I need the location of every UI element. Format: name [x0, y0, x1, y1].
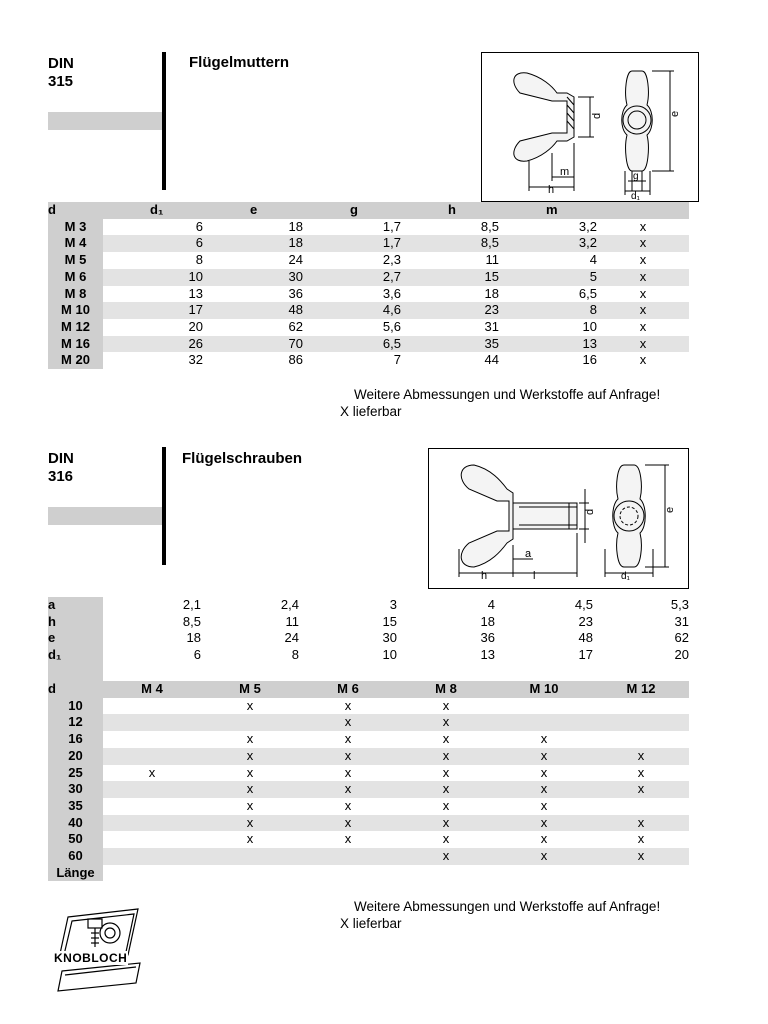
value-cell: 11	[485, 252, 499, 268]
din-number: 315	[48, 73, 74, 90]
availability-cell: x	[344, 731, 352, 747]
dim-d1-label: d₁	[631, 191, 640, 201]
availability-cell: x	[639, 285, 647, 301]
table-row	[48, 302, 689, 319]
length-cell: 30	[48, 781, 103, 798]
length-cell: 40	[48, 815, 103, 832]
availability-cell: x	[540, 731, 548, 747]
value-cell: 35	[401, 336, 499, 353]
header-cell: M 10	[495, 681, 593, 698]
value-cell: 5	[499, 269, 597, 286]
dimension-key: a	[48, 597, 103, 614]
footnote-availability	[340, 898, 660, 932]
wing-screw-drawing	[428, 448, 689, 589]
value-cell: 10	[382, 647, 397, 663]
availability-cell	[201, 714, 299, 731]
table-header	[48, 681, 689, 698]
value-cell: 86	[288, 352, 303, 368]
availability-cell: x	[639, 352, 647, 368]
page-title: Flügelmuttern	[189, 54, 289, 71]
value-cell: 20	[674, 647, 689, 663]
availability-cell: x	[201, 781, 299, 798]
dim-e-label: e	[669, 110, 681, 117]
dim-d1-label: d₁	[621, 571, 630, 582]
availability-cell: x	[442, 797, 450, 813]
wing-nut-table	[48, 202, 689, 369]
table-header	[48, 202, 689, 219]
availability-cell	[593, 698, 689, 715]
dimension-key: h	[48, 614, 103, 631]
dimension-row	[48, 630, 689, 647]
availability-cell: x	[246, 797, 254, 813]
table-row	[48, 714, 689, 731]
spacer-cell	[48, 664, 103, 681]
value-cell: 36	[480, 630, 495, 646]
value-cell: 26	[103, 336, 203, 353]
value-cell: 11	[285, 613, 299, 629]
section-title: Flügelschrauben	[182, 450, 303, 467]
value-cell: 13	[480, 647, 495, 663]
value-cell: 23	[578, 613, 593, 629]
availability-cell: x	[540, 764, 548, 780]
availability-cell	[103, 698, 201, 715]
value-cell: 10	[582, 318, 597, 334]
value-cell: 3,2	[578, 218, 597, 234]
logo-text: KNOBLOCH	[54, 951, 128, 965]
length-cell: 12	[48, 714, 103, 731]
value-cell: 6,5	[303, 336, 401, 353]
availability-cell: x	[593, 748, 689, 765]
dimension-key: d₁	[48, 647, 103, 664]
value-cell: 10	[103, 269, 203, 286]
availability-cell: x	[495, 748, 593, 765]
availability-cell: x	[397, 714, 495, 731]
availability-cell	[103, 815, 201, 832]
availability-cell	[103, 781, 201, 798]
value-cell: 36	[288, 285, 303, 301]
availability-cell: x	[344, 797, 352, 813]
availability-cell: x	[344, 831, 352, 847]
vertical-divider	[162, 447, 166, 565]
value-cell: 44	[484, 352, 499, 368]
length-label-row	[48, 865, 689, 882]
value-cell: 32	[188, 352, 203, 368]
availability-cell: x	[344, 764, 352, 780]
wing-nut-svg	[482, 53, 698, 201]
length-cell: 16	[48, 731, 103, 748]
availability-cell: x	[246, 731, 254, 747]
value-cell: 48	[203, 302, 303, 319]
grey-marker	[48, 112, 162, 130]
value-cell: 5,3	[670, 597, 689, 612]
availability-cell	[103, 748, 201, 765]
availability-cell: x	[495, 848, 593, 865]
table-row	[48, 765, 689, 782]
availability-cell: x	[246, 831, 254, 847]
header-cell: d₁	[103, 202, 203, 219]
header-cell: M 6	[299, 681, 397, 698]
table-row	[48, 352, 689, 369]
length-cell: 20	[48, 748, 103, 765]
length-label: Länge	[48, 865, 103, 882]
dim-d-label: d	[591, 112, 603, 119]
value-cell: 8	[499, 302, 597, 319]
table-row	[48, 319, 689, 336]
size-cell: M 10	[48, 302, 103, 319]
value-cell: 2,7	[303, 269, 401, 286]
availability-cell: x	[442, 764, 450, 780]
value-cell: 4,5	[574, 597, 593, 612]
value-cell: 8,5	[182, 613, 201, 629]
header-cell: h	[401, 202, 499, 219]
value-cell: 3	[389, 597, 397, 612]
spacer-cell	[103, 664, 689, 681]
value-cell: 24	[284, 630, 299, 646]
table-row	[48, 831, 689, 848]
availability-cell	[299, 848, 397, 865]
value-cell: 18	[288, 218, 303, 234]
grey-marker	[48, 507, 162, 525]
value-cell: 18	[186, 630, 201, 646]
header-cell: d	[48, 681, 103, 698]
value-cell: 4	[487, 597, 495, 612]
value-cell: 31	[674, 613, 689, 629]
header-cell: M 12	[593, 681, 689, 698]
table-row	[48, 698, 689, 715]
value-cell: 6,5	[578, 285, 597, 301]
value-cell: 3,6	[382, 285, 401, 301]
availability-cell: x	[639, 218, 647, 234]
header-cell: M 4	[103, 681, 201, 698]
size-cell: M 4	[48, 235, 103, 252]
availability-cell: x	[495, 781, 593, 798]
availability-cell: x	[593, 815, 689, 832]
dim-h-label: h	[548, 184, 555, 196]
availability-cell: x	[540, 797, 548, 813]
value-cell: 2,3	[382, 252, 401, 268]
value-cell: 15	[382, 613, 397, 629]
availability-cell: x	[593, 781, 689, 798]
table-row	[48, 269, 689, 286]
length-cell: 25	[48, 765, 103, 782]
value-cell: 5,6	[382, 318, 401, 334]
table-row	[48, 235, 689, 252]
value-cell: 2,4	[280, 597, 299, 612]
wing-nut-drawing	[481, 52, 699, 202]
availability-cell: x	[442, 731, 450, 747]
availability-cell: x	[639, 318, 647, 334]
length-cell: 50	[48, 831, 103, 848]
header-cell	[597, 202, 689, 219]
availability-cell: x	[597, 235, 689, 252]
dim-d-label: d	[584, 508, 596, 515]
value-cell: 6	[103, 235, 203, 252]
header-cell: g	[303, 202, 401, 219]
length-cell: 35	[48, 798, 103, 815]
length-cell: 60	[48, 848, 103, 865]
header-cell: d	[48, 202, 103, 219]
availability-cell: x	[397, 848, 495, 865]
table-row	[48, 815, 689, 832]
size-cell: M 12	[48, 319, 103, 336]
screw-dimension-table	[48, 597, 689, 681]
footnote-availability	[340, 386, 660, 420]
table-row	[48, 252, 689, 269]
availability-cell	[593, 714, 689, 731]
availability-cell: x	[397, 748, 495, 765]
value-cell: 8,5	[480, 218, 499, 234]
availability-cell: x	[201, 815, 299, 832]
value-cell: 48	[578, 630, 593, 646]
table-row	[48, 336, 689, 353]
din-label	[48, 55, 74, 91]
table-row	[48, 748, 689, 765]
value-cell: 3,2	[499, 235, 597, 252]
value-cell: 13	[499, 336, 597, 353]
header-cell: M 8	[397, 681, 495, 698]
header-cell: M 5	[201, 681, 299, 698]
size-cell: M 20	[48, 352, 103, 369]
value-cell: 16	[582, 352, 597, 368]
availability-cell: x	[597, 336, 689, 353]
din-text: DIN	[48, 450, 74, 467]
value-cell: 20	[188, 318, 203, 334]
vertical-divider	[162, 52, 166, 190]
dim-l-label: l	[533, 570, 536, 582]
availability-cell: x	[597, 302, 689, 319]
length-cell: 10	[48, 698, 103, 715]
spacer-cell	[103, 865, 689, 882]
value-cell: 18	[203, 235, 303, 252]
dimension-row	[48, 597, 689, 614]
availability-cell	[103, 831, 201, 848]
value-cell: 18	[484, 285, 499, 301]
availability-cell: x	[344, 697, 352, 713]
value-cell: 62	[288, 318, 303, 334]
availability-cell: x	[397, 781, 495, 798]
legend-text: X lieferbar	[340, 916, 402, 931]
table-row	[48, 781, 689, 798]
value-cell: 7	[393, 352, 401, 368]
value-cell: 70	[203, 336, 303, 353]
value-cell: 4,6	[303, 302, 401, 319]
dim-a-label: a	[525, 548, 532, 560]
availability-cell: x	[246, 764, 254, 780]
size-cell: M 8	[48, 286, 103, 303]
availability-cell	[103, 714, 201, 731]
note-text: Weitere Abmessungen und Werkstoffe auf Anfrage!	[354, 899, 661, 914]
availability-cell: x	[299, 714, 397, 731]
value-cell: 8,5	[401, 235, 499, 252]
dim-m-label: m	[560, 166, 570, 178]
dimension-key: e	[48, 630, 103, 647]
dim-e-label: e	[664, 506, 676, 513]
table-row	[48, 848, 689, 865]
availability-cell	[103, 798, 201, 815]
value-cell: 13	[188, 285, 203, 301]
dimension-row	[48, 647, 689, 664]
availability-cell: x	[442, 831, 450, 847]
table-row	[48, 286, 689, 303]
availability-cell: x	[246, 697, 254, 713]
value-cell: 18	[480, 613, 495, 629]
wing-screw-svg	[429, 449, 688, 588]
availability-cell: x	[299, 815, 397, 832]
availability-cell	[495, 698, 593, 715]
availability-cell: x	[148, 764, 156, 780]
availability-cell: x	[201, 748, 299, 765]
value-cell: 62	[674, 630, 689, 646]
screw-length-table	[48, 681, 689, 881]
availability-cell: x	[540, 831, 548, 847]
value-cell: 8	[195, 252, 203, 268]
availability-cell	[201, 848, 299, 865]
availability-cell: x	[442, 697, 450, 713]
header-cell: e	[203, 202, 303, 219]
din-label	[48, 450, 74, 486]
value-cell: 2,1	[182, 597, 201, 612]
size-cell: M 16	[48, 336, 103, 353]
availability-cell	[593, 798, 689, 815]
availability-cell: x	[637, 764, 645, 780]
value-cell: 1,7	[303, 235, 401, 252]
availability-cell: x	[593, 848, 689, 865]
dimension-row	[48, 614, 689, 631]
din-number: 316	[48, 468, 74, 485]
value-cell: 30	[382, 630, 397, 646]
availability-cell: x	[299, 748, 397, 765]
spacer-row	[48, 664, 689, 681]
availability-cell: x	[299, 781, 397, 798]
table-row	[48, 731, 689, 748]
availability-cell: x	[397, 815, 495, 832]
table-row	[48, 798, 689, 815]
size-cell: M 5	[48, 252, 103, 269]
size-cell: M 6	[48, 269, 103, 286]
size-cell: M 3	[48, 219, 103, 236]
availability-cell	[495, 714, 593, 731]
availability-cell: x	[597, 269, 689, 286]
value-cell: 17	[578, 647, 593, 663]
availability-cell	[103, 731, 201, 748]
note-text: Weitere Abmessungen und Werkstoffe auf Anfrage!	[354, 387, 661, 402]
availability-cell	[593, 731, 689, 748]
availability-cell: x	[637, 831, 645, 847]
value-cell: 17	[103, 302, 203, 319]
knobloch-logo	[50, 905, 150, 995]
logo-graphic	[50, 905, 150, 995]
availability-cell: x	[639, 252, 647, 268]
value-cell: 6	[193, 647, 201, 663]
legend-text: X lieferbar	[340, 404, 402, 419]
dim-g-label: g	[633, 171, 639, 182]
value-cell: 8	[291, 647, 299, 663]
availability-cell	[103, 848, 201, 865]
header-cell: m	[499, 202, 597, 219]
value-cell: 30	[203, 269, 303, 286]
value-cell: 1,7	[382, 218, 401, 234]
value-cell: 24	[288, 252, 303, 268]
din-text: DIN	[48, 55, 74, 72]
value-cell: 15	[401, 269, 499, 286]
value-cell: 31	[484, 318, 499, 334]
table-row	[48, 219, 689, 236]
dim-h-label: h	[481, 570, 488, 582]
value-cell: 6	[195, 218, 203, 234]
value-cell: 23	[401, 302, 499, 319]
availability-cell: x	[495, 815, 593, 832]
value-cell: 4	[589, 252, 597, 268]
